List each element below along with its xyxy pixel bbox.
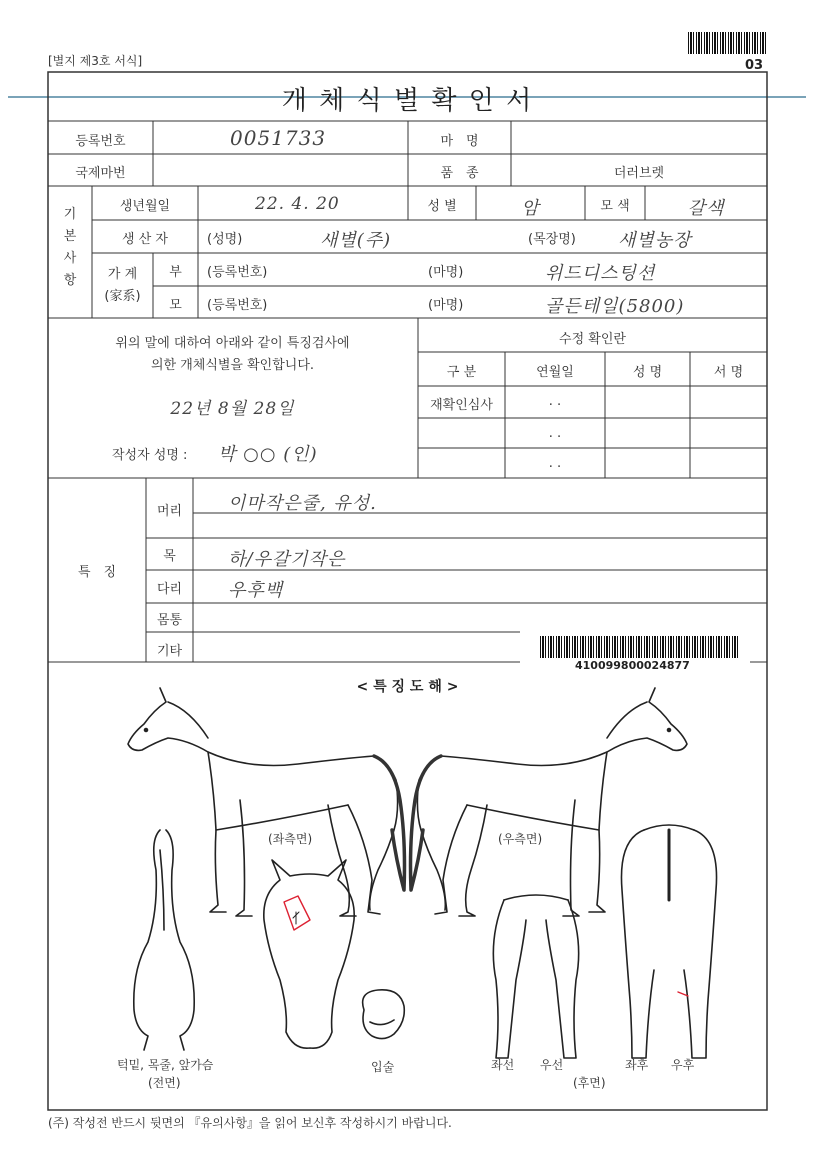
horse-front-chest	[134, 830, 194, 1050]
sex-value: 암	[521, 198, 540, 219]
writer-label: 작성자 성명 :	[112, 448, 188, 463]
dam-value: 골든테일(5800)	[545, 296, 685, 317]
horse-diagram	[48, 680, 767, 1100]
page-title: 개 체 식 별 확 인 서	[281, 86, 534, 116]
feature-body-label: 몸통	[156, 613, 183, 628]
breed-label: 품 종	[440, 166, 479, 181]
front-right-caption: 우선	[540, 1058, 564, 1072]
correction-title: 수정 확인란	[559, 332, 626, 347]
producer-label: 생 산 자	[122, 232, 168, 247]
dob-label: 생년월일	[119, 199, 171, 214]
confirm-date: 22년 8월 28일	[170, 399, 295, 419]
front-left-caption: 좌선	[491, 1058, 515, 1072]
barcode-number: 410099800024877	[575, 659, 690, 672]
sire-value: 위드디스팅션	[545, 263, 656, 284]
diagram-title: < 특 징 도 해 >	[356, 679, 459, 695]
horse-left-side	[128, 688, 405, 916]
horse-head-front	[264, 860, 354, 1048]
row2-date: . .	[548, 426, 562, 441]
farm-label: (목장명)	[528, 232, 576, 247]
horse-muzzle	[363, 990, 405, 1039]
left-side-caption: (좌측면)	[268, 832, 313, 846]
horse-front-legs	[493, 895, 578, 1058]
row3-date: . .	[548, 456, 562, 471]
sex-label: 성 별	[427, 199, 457, 214]
feature-head-label: 머리	[156, 504, 183, 519]
col-sign: 서 명	[713, 365, 744, 380]
dam-name-label: (마명)	[428, 298, 464, 313]
horse-right-side	[411, 688, 688, 916]
rear-left-caption: 좌후	[625, 1058, 649, 1072]
farm-value: 새별농장	[618, 230, 692, 251]
rear-label: (후면)	[573, 1076, 606, 1090]
breed-value: 더러브렛	[613, 166, 665, 181]
col-date: 연월일	[536, 365, 574, 380]
feature-other-label: 기타	[156, 644, 183, 659]
form-number: [별지 제3호 서식]	[48, 54, 143, 68]
producer-name-label: (성명)	[207, 232, 243, 247]
color-label: 모 색	[600, 199, 630, 214]
reg-no-value: 0051733	[230, 126, 327, 150]
feature-neck-value: 하/우갈기작은	[228, 549, 346, 570]
dam-label: 모	[169, 298, 182, 313]
confirm-statement: 위의 말에 대하여 아래와 같이 특징검사에 의한 개체식별을 확인합니다.	[115, 336, 350, 373]
right-side-caption: (우측면)	[498, 832, 543, 846]
id-barcode	[540, 636, 740, 658]
producer-name-value: 새별(주)	[320, 230, 392, 251]
writer-value: 박 ○○ (인)	[218, 444, 318, 465]
basic-section-label: 기 본 사 항	[63, 207, 77, 288]
row1-kind: 재확인심사	[430, 398, 493, 413]
family-label: 가 계 (家系)	[104, 267, 141, 304]
col-name: 성 명	[632, 365, 663, 380]
feature-head-value: 이마작은줄, 유성.	[228, 493, 377, 514]
horse-rear	[621, 825, 716, 1058]
sire-name-label: (마명)	[428, 265, 464, 280]
sire-label: 부	[169, 265, 182, 280]
row1-date: . .	[548, 394, 562, 409]
footer-note: (주) 작성전 반드시 뒷면의 『유의사항』을 읽어 보신후 작성하시기 바랍니다.	[48, 1116, 452, 1130]
dam-regno-label: (등록번호)	[207, 298, 268, 313]
front-caption: 턱밑, 목줄, 앞가슴	[117, 1058, 214, 1072]
front-label: (전면)	[148, 1076, 181, 1090]
col-kind: 구 분	[446, 365, 477, 380]
color-value: 갈색	[687, 198, 725, 219]
sire-regno-label: (등록번호)	[207, 265, 268, 280]
feature-leg-label: 다리	[156, 582, 183, 597]
rear-right-caption: 우후	[671, 1058, 695, 1072]
horse-name-label: 마 명	[440, 134, 479, 149]
dob-value: 22. 4. 20	[255, 194, 340, 214]
reg-no-label: 등록번호	[75, 134, 126, 149]
intl-name-label: 국제마번	[75, 166, 126, 181]
page-code: 03	[745, 58, 764, 73]
feature-leg-value: 우후백	[228, 580, 284, 601]
features-section-label: 특 징	[77, 565, 117, 580]
mouth-caption: 입술	[371, 1060, 395, 1074]
feature-neck-label: 목	[163, 549, 176, 564]
